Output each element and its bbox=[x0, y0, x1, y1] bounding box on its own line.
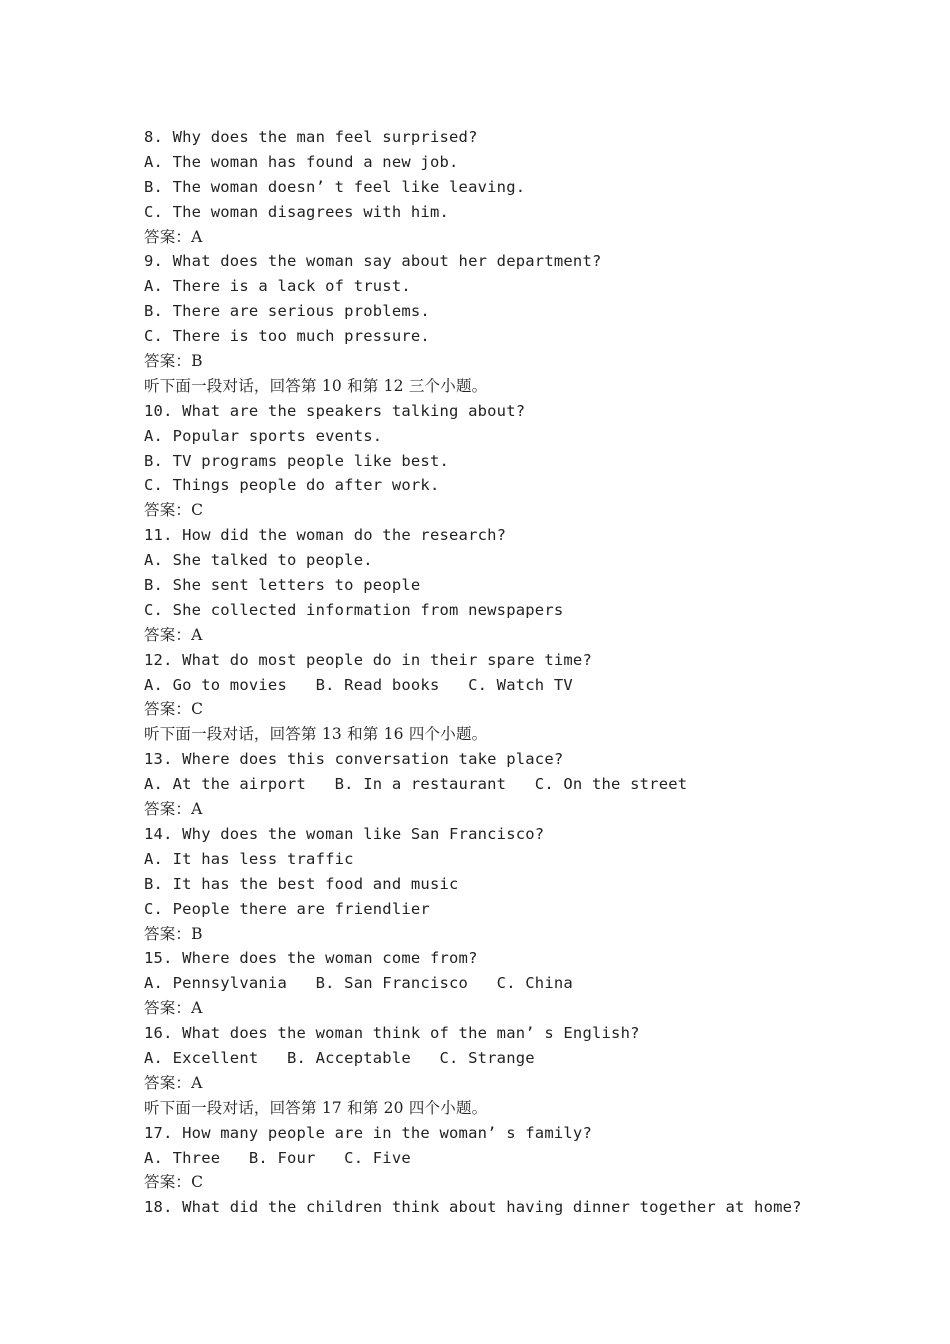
question-line: 15. Where does the woman come from? bbox=[144, 949, 478, 968]
option-line: A. Pennsylvania B. San Francisco C. China bbox=[144, 974, 573, 993]
option-line: C. The woman disagrees with him. bbox=[144, 202, 450, 221]
answer-line: 答案：A bbox=[144, 1073, 203, 1092]
question-line: 11. How did the woman do the research? bbox=[144, 526, 507, 545]
option-line: B. The woman doesn’ t feel like leaving. bbox=[144, 177, 526, 196]
answer-line: 答案：A bbox=[144, 227, 203, 246]
instruction-line: 听下面一段对话，回答第 17 和第 20 四个小题。 bbox=[144, 1098, 488, 1117]
answer-line: 答案：C bbox=[144, 1173, 204, 1192]
option-line: A. At the airport B. In a restaurant C. On the street bbox=[144, 775, 688, 794]
option-line: A. The woman has found a new job. bbox=[144, 152, 459, 171]
question-line: 13. Where does this conversation take place? bbox=[144, 750, 564, 769]
answer-line: 答案：B bbox=[144, 352, 203, 371]
option-line: B. There are serious problems. bbox=[144, 302, 430, 321]
answer-line: 答案：B bbox=[144, 924, 203, 943]
question-line: 10. What are the speakers talking about? bbox=[144, 401, 526, 420]
option-line: A. Popular sports events. bbox=[144, 426, 383, 445]
option-line: C. Things people do after work. bbox=[144, 476, 440, 495]
answer-line: 答案：A bbox=[144, 999, 203, 1018]
answer-line: 答案：A bbox=[144, 625, 203, 644]
option-line: A. She talked to people. bbox=[144, 551, 373, 570]
option-line: C. There is too much pressure. bbox=[144, 327, 430, 346]
option-line: A. Go to movies B. Read books C. Watch TV bbox=[144, 675, 573, 694]
answer-line: 答案：C bbox=[144, 501, 204, 520]
option-line: B. She sent letters to people bbox=[144, 576, 421, 595]
instruction-line: 听下面一段对话，回答第 13 和第 16 四个小题。 bbox=[144, 725, 488, 744]
option-line: A. Three B. Four C. Five bbox=[144, 1148, 411, 1167]
question-line: 9. What does the woman say about her department? bbox=[144, 252, 602, 271]
instruction-line: 听下面一段对话，回答第 10 和第 12 三个小题。 bbox=[144, 376, 488, 395]
question-line: 17. How many people are in the woman’ s family? bbox=[144, 1123, 592, 1142]
question-line: 12. What do most people do in their spare time? bbox=[144, 650, 592, 669]
option-line: B. TV programs people like best. bbox=[144, 451, 450, 470]
option-line: A. It has less traffic bbox=[144, 849, 354, 868]
answer-line: 答案：A bbox=[144, 800, 203, 819]
document-page bbox=[144, 125, 904, 1220]
question-line: 8. Why does the man feel surprised? bbox=[144, 128, 478, 146]
option-line: C. People there are friendlier bbox=[144, 899, 430, 918]
option-line: B. It has the best food and music bbox=[144, 874, 459, 893]
option-line: A. There is a lack of trust. bbox=[144, 277, 411, 296]
question-line: 14. Why does the woman like San Francisco? bbox=[144, 824, 545, 843]
answer-line: 答案：C bbox=[144, 700, 204, 719]
option-line: A. Excellent B. Acceptable C. Strange bbox=[144, 1048, 535, 1067]
question-line: 18. What did the children think about having dinner together at home? bbox=[144, 1198, 802, 1217]
option-line: C. She collected information from newspapers bbox=[144, 600, 564, 619]
question-line: 16. What does the woman think of the man’ s English? bbox=[144, 1024, 640, 1043]
